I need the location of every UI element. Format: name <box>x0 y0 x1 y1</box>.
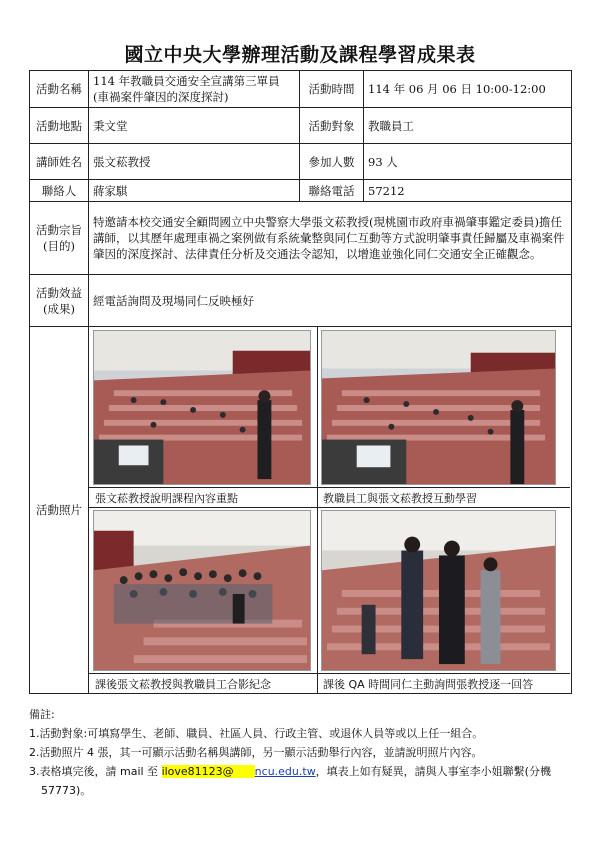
photos-label: 活動照片 <box>30 327 89 694</box>
photo-group <box>93 510 311 671</box>
phone-label: 聯絡電話 <box>300 180 364 202</box>
effect-label: 活動效益(成果) <box>30 275 89 327</box>
note-line-1: 1.活動對象:可填寫學生、老師、職員、社區人員、行政主管、或退休人員等或以上任一組合。 <box>29 727 484 740</box>
email-user: ilove81123@ <box>161 765 234 778</box>
lecturer-label: 講師姓名 <box>30 144 89 180</box>
photo-qa <box>321 510 556 671</box>
notes-section <box>29 705 579 800</box>
activity-time-value: 114 年 06 月 06 日 10:00-12:00 <box>364 71 572 108</box>
purpose-value: 特邀請本校交通安全顧問國立中央警察大學張文菘教授(現桃園市政府車禍肇事鑑定委員)擔任講師，以其歷年處理車禍之案例做有系統彙整與同仁互動等方式說明肇事責任歸屬及車禍案件肇因的深度探討、法律責任分析及交通法令認知，以增進並強化同仁交通安全正確觀念。 <box>89 202 572 275</box>
photo-caption-4: 課後 QA 時間同仁主動詢問張教授逐一回答 <box>323 678 534 691</box>
photos-cell <box>89 327 572 694</box>
page-title: 國立中央大學辦理活動及課程學習成果表 <box>124 44 476 66</box>
effect-value: 經電話詢問及現場同仁反映極好 <box>89 275 572 327</box>
note-line-3-prefix: 3.表格填完後，請 mail 至 <box>29 765 162 778</box>
photo-grid <box>89 327 570 693</box>
location-label: 活動地點 <box>30 108 89 144</box>
contact-value: 蔣家騏 <box>89 180 300 202</box>
note-line-4: 57773)。 <box>41 784 92 797</box>
contact-label: 聯絡人 <box>30 180 89 202</box>
note-line-3 <box>29 762 579 781</box>
email-domain-link[interactable]: ncu.edu.tw <box>254 765 316 778</box>
activity-name-label: 活動名稱 <box>30 71 89 108</box>
audience-value: 教職員工 <box>364 108 572 144</box>
participants-value: 93 人 <box>364 144 572 180</box>
phone-value: 57212 <box>364 180 572 202</box>
activity-name-value: 114 年教職員交通安全宣講第三單員(車禍案件肇因的深度探討) <box>89 71 300 108</box>
photo-caption-3: 課後張文菘教授與教職員工合影紀念 <box>95 678 271 691</box>
location-value: 秉文堂 <box>89 108 300 144</box>
notes-heading: 備註: <box>29 708 55 721</box>
activity-form-table <box>29 70 572 694</box>
participants-label: 參加人數 <box>300 144 364 180</box>
note-line-3-suffix: ，填表上如有疑異，請與人事室李小姐聯繫(分機 <box>315 765 551 778</box>
lecturer-value: 張文菘教授 <box>89 144 300 180</box>
purpose-label: 活動宗旨(目的) <box>30 202 89 275</box>
photo-caption-1: 張文菘教授說明課程內容重點 <box>95 492 238 505</box>
note-line-2: 2.活動照片 4 張，其一可顯示活動名稱與講師，另一顯示活動舉行內容，並請說明照片內容。 <box>29 746 483 759</box>
photo-lecture-2 <box>321 330 556 485</box>
photo-lecture-1 <box>93 330 311 485</box>
photo-caption-2: 教職員工與張文菘教授互動學習 <box>323 492 477 505</box>
activity-time-label: 活動時間 <box>300 71 364 108</box>
audience-label: 活動對象 <box>300 108 364 144</box>
